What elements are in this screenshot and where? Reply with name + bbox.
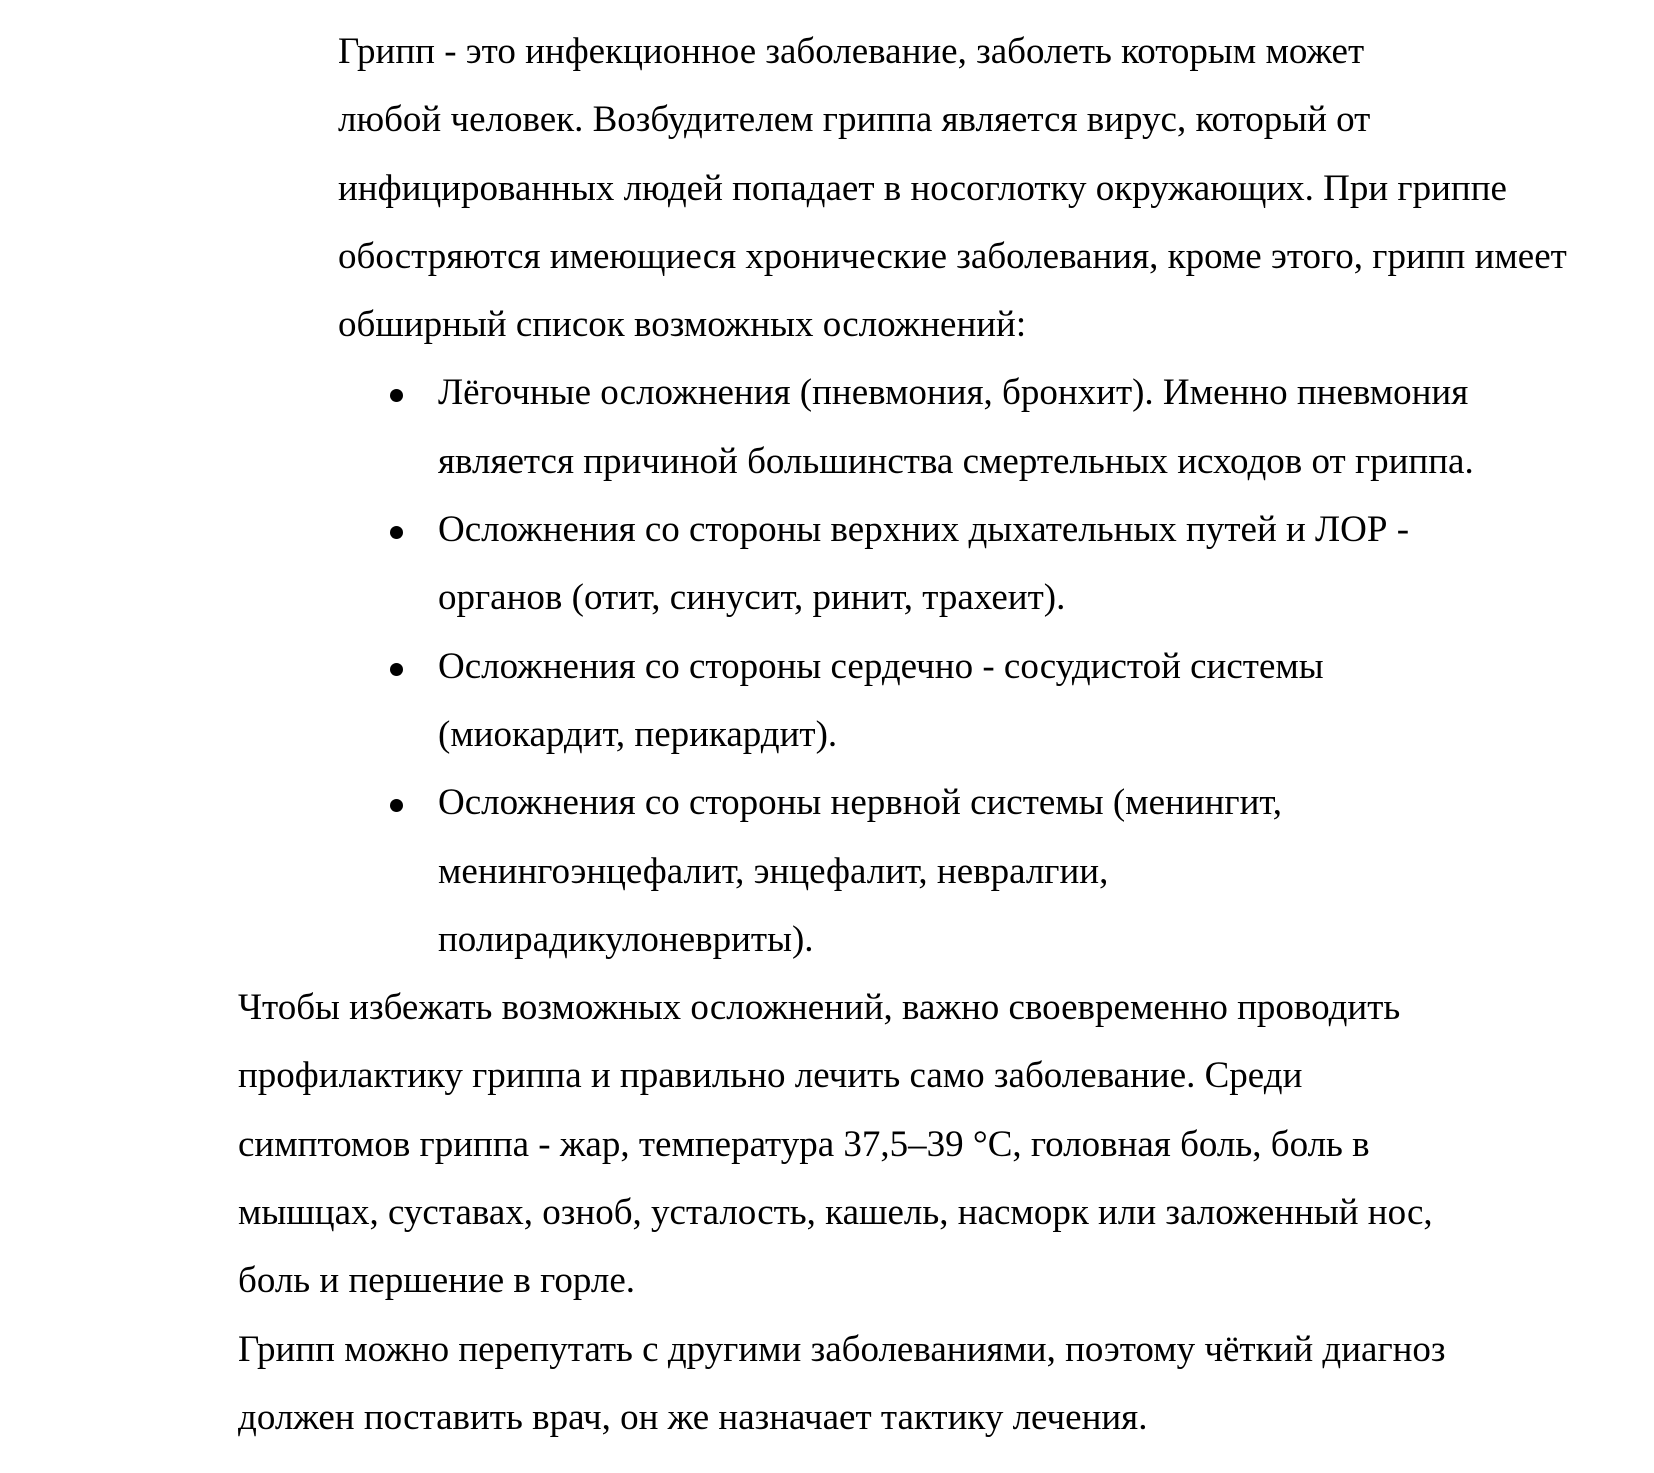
text-line: является причиной большинства смертельных исходов от гриппа. — [438, 440, 1474, 482]
list-item — [238, 496, 1554, 633]
text-line: Осложнения со стороны нервной системы (менингит, — [438, 782, 1283, 824]
diagnosis-paragraph — [238, 1316, 1554, 1453]
text-line: менингоэнцефалит, энцефалит, невралгии, — [438, 850, 1109, 892]
bullet-icon — [390, 526, 403, 539]
text-line: инфицированных людей попадает в носоглотку окружающих. При гриппе — [338, 167, 1507, 209]
bullet-icon — [390, 389, 403, 402]
text-line: профилактику гриппа и правильно лечить само заболевание. Среди — [238, 1055, 1303, 1097]
complications-list — [238, 359, 1554, 974]
text-line: Лёгочные осложнения (пневмония, бронхит). Именно пневмония — [438, 372, 1469, 414]
text-line: симптомов гриппа - жар, температура 37,5–39 °C, головная боль, боль в — [238, 1123, 1370, 1165]
text-line: обширный список возможных осложнений: — [338, 304, 1027, 346]
text-line: должен поставить врач, он же назначает тактику лечения. — [238, 1396, 1148, 1438]
text-line: Чтобы избежать возможных осложнений, важно своевременно проводить — [238, 987, 1401, 1029]
list-item — [238, 633, 1554, 770]
text-line: любой человек. Возбудителем гриппа является вирус, который от — [338, 99, 1371, 141]
list-item — [238, 359, 1554, 496]
text-line: боль и першение в горле. — [238, 1260, 636, 1302]
bullet-icon — [390, 663, 403, 676]
text-line: Грипп - это инфекционное заболевание, заболеть которым может — [338, 31, 1365, 72]
list-item — [238, 769, 1554, 974]
text-line: полирадикулоневриты). — [438, 918, 814, 960]
text-line: Грипп можно перепутать с другими заболеваниями, поэтому чёткий диагноз — [238, 1328, 1446, 1370]
document-page — [238, 18, 1567, 1452]
text-line: (миокардит, перикардит). — [438, 713, 838, 755]
intro-paragraph — [238, 18, 1567, 359]
text-line: Осложнения со стороны сердечно - сосудистой системы — [438, 645, 1324, 687]
prevention-paragraph — [238, 974, 1554, 1315]
text-line: мышцах, суставах, озноб, усталость, кашель, насморк или заложенный нос, — [238, 1192, 1433, 1234]
text-line: Осложнения со стороны верхних дыхательных путей и ЛОР - — [438, 509, 1410, 551]
text-line: органов (отит, синусит, ринит, трахеит). — [438, 577, 1066, 619]
text-line: обостряются имеющиеся хронические заболевания, кроме этого, грипп имеет — [338, 235, 1567, 277]
bullet-icon — [390, 799, 403, 812]
